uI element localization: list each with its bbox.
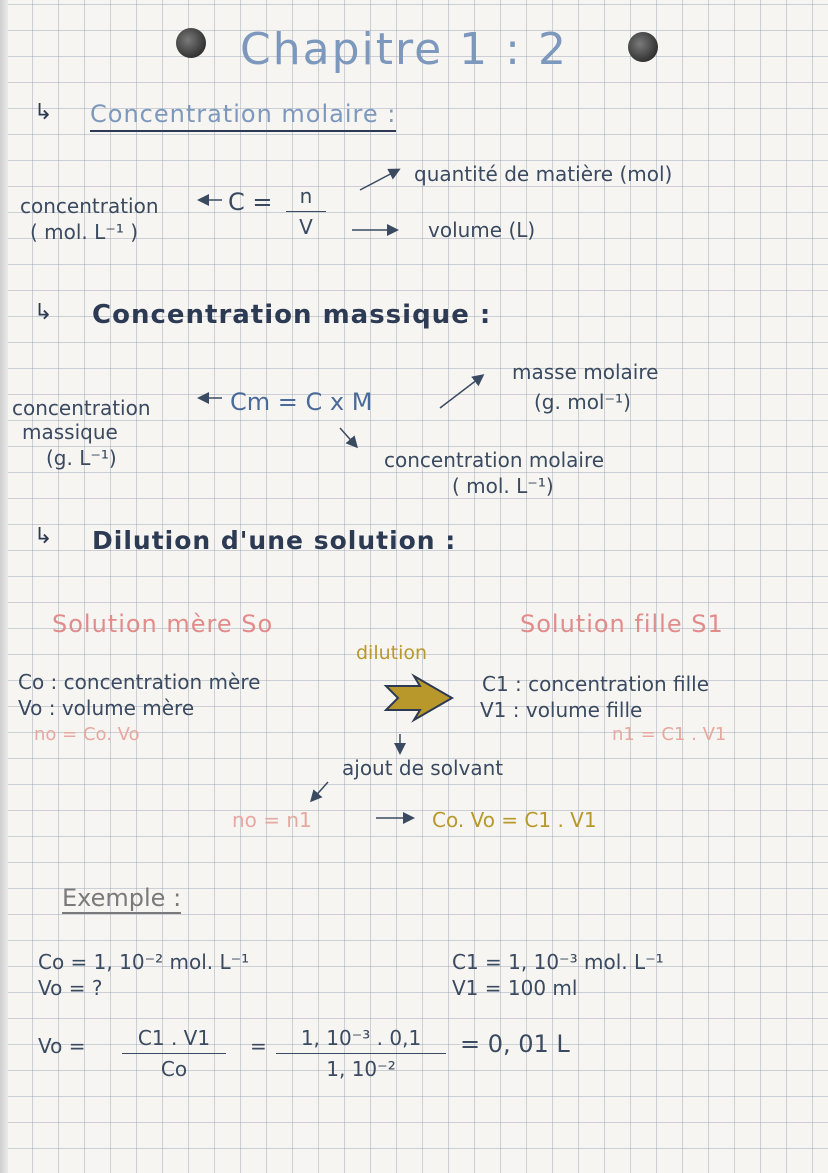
denominator-numeric: 1, 10⁻² bbox=[326, 1057, 396, 1081]
note-masse-molaire-unit: (g. mol⁻¹) bbox=[534, 390, 631, 414]
mere-line-no: no = Co. Vo bbox=[34, 724, 140, 745]
example-vo: Vo = ? bbox=[38, 976, 103, 1000]
arrow-bullet-icon: ↳ bbox=[34, 524, 53, 549]
numerator-numeric: 1, 10⁻³ . 0,1 bbox=[300, 1026, 422, 1050]
heading-dilution: Dilution d'une solution : bbox=[92, 526, 457, 555]
example-co: Co = 1, 10⁻² mol. L⁻¹ bbox=[38, 950, 250, 974]
mere-line-vo: Vo : volume mère bbox=[18, 696, 195, 720]
arrow-to-masse-molaire bbox=[440, 376, 482, 408]
calc-vo: Vo = bbox=[38, 1034, 86, 1058]
label-concentration: concentration bbox=[20, 194, 159, 218]
denominator-co: Co bbox=[160, 1057, 188, 1081]
unit-concentration: ( mol. L⁻¹ ) bbox=[30, 220, 139, 244]
label-ajout-solvant: ajout de solvant bbox=[342, 756, 504, 780]
numerator-c1v1: C1 . V1 bbox=[137, 1026, 211, 1050]
numerator-n: n bbox=[299, 184, 313, 208]
formula-c: C = bbox=[228, 188, 273, 216]
conservation-no-n1: no = n1 bbox=[232, 808, 312, 832]
calc-equals: = bbox=[250, 1034, 267, 1058]
heading-exemple: Exemple : bbox=[62, 884, 182, 912]
conservation-formula: Co. Vo = C1 . V1 bbox=[432, 808, 597, 832]
arrow-bullet-icon: ↳ bbox=[34, 100, 53, 125]
arrow-to-quantite bbox=[360, 170, 398, 190]
dilution-arrow-icon bbox=[386, 676, 452, 720]
note-concentration-molaire: concentration molaire bbox=[384, 448, 605, 472]
heading-concentration-massique: Concentration massique : bbox=[92, 300, 492, 330]
mere-line-co: Co : concentration mère bbox=[18, 670, 261, 694]
title-solution-fille: Solution fille S1 bbox=[520, 610, 724, 638]
formula-cm: Cm = C x M bbox=[230, 388, 373, 416]
calc-result: = 0, 01 L bbox=[460, 1030, 570, 1058]
title-solution-mere: Solution mère So bbox=[52, 610, 274, 638]
note-masse-molaire: masse molaire bbox=[512, 360, 659, 384]
note-volume: volume (L) bbox=[428, 218, 536, 242]
note-concentration-molaire-unit: ( mol. L⁻¹) bbox=[452, 474, 554, 498]
arrow-to-concentration-molaire bbox=[340, 428, 356, 446]
arrow-bullet-icon: ↳ bbox=[34, 300, 53, 325]
example-c1: C1 = 1, 10⁻³ mol. L⁻¹ bbox=[452, 950, 664, 974]
heading-concentration-molaire: Concentration molaire : bbox=[90, 100, 396, 132]
label-concentration-massique-1: concentration bbox=[12, 396, 151, 420]
page-title: Chapitre 1 : 2 bbox=[240, 24, 568, 75]
label-dilution: dilution bbox=[356, 642, 428, 664]
fille-line-c1: C1 : concentration fille bbox=[482, 672, 710, 696]
unit-concentration-massique: (g. L⁻¹) bbox=[46, 446, 117, 470]
fille-line-v1: V1 : volume fille bbox=[480, 698, 643, 722]
arrow-to-conservation bbox=[312, 782, 328, 800]
note-quantite-matiere: quantité de matière (mol) bbox=[414, 162, 673, 186]
label-concentration-massique-2: massique bbox=[22, 420, 118, 444]
fille-line-n1: n1 = C1 . V1 bbox=[612, 724, 727, 745]
denominator-v: V bbox=[299, 215, 313, 239]
example-v1: V1 = 100 ml bbox=[452, 976, 578, 1000]
